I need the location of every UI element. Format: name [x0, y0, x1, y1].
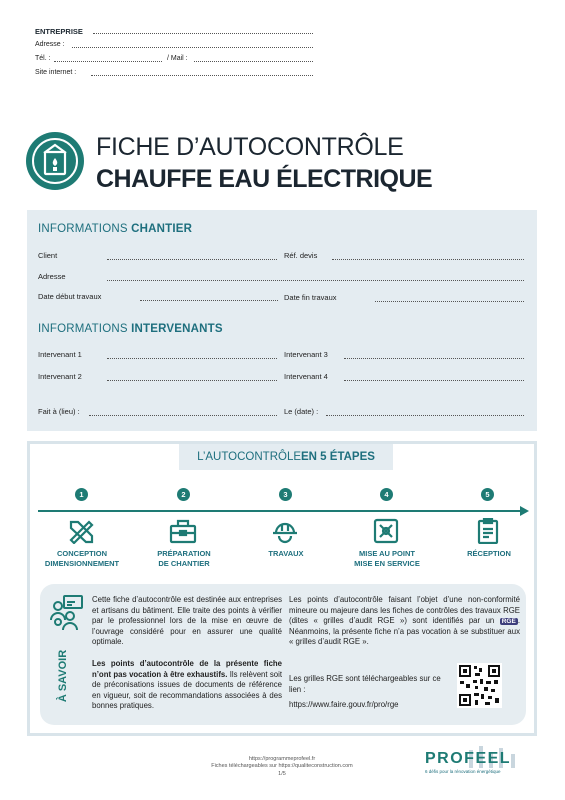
- start-date-field[interactable]: [140, 300, 278, 301]
- footer-url-2[interactable]: Fiches téléchargeables sur https://qualiteconstruction.com: [211, 763, 353, 769]
- date-label: Le (date) :: [284, 407, 319, 416]
- page-number: 1/5: [278, 771, 286, 777]
- a-savoir-panel: [40, 584, 526, 725]
- people-board-icon: [50, 594, 84, 632]
- start-date-label: Date début travaux: [38, 292, 102, 301]
- pencil-ruler-icon: [67, 518, 95, 544]
- steps-panel: [27, 441, 537, 736]
- rge-link[interactable]: https://www.faire.gouv.fr/pro/rge: [289, 700, 399, 709]
- qr-code-icon[interactable]: [457, 663, 502, 708]
- step-label-2: PRÉPARATION DE CHANTIER: [157, 549, 211, 568]
- informations-panel: [27, 210, 537, 431]
- client-label: Client: [38, 251, 58, 260]
- intervenant2-label: Intervenant 2: [38, 372, 82, 381]
- step-label-5: RÉCEPTION: [467, 549, 511, 558]
- step-label-4: MISE AU POINT MISE EN SERVICE: [354, 549, 420, 568]
- footer-url-1[interactable]: https://programmeprofeel.fr: [248, 756, 316, 762]
- water-heater-icon: [26, 132, 84, 190]
- savoir-paragraph-1: Cette fiche d’autocontrôle est destinée aux entreprises et artisans du bâtiment. Elle traite des points à vérifier par le professionnel lors de la mise en œuvre de l’ouvrage considéré pour en assurer une qualité optimale.: [92, 595, 282, 647]
- rge-badge: RGE: [501, 618, 516, 626]
- savoir-paragraph-3: Les points d’autocontrôle faisant l’objet d’une non-conformité mineure ou majeure dans les fiches de contrôles des travaux RGE (dites « grilles d’audit RGE ») sont identifiés par un RGE . Néanmoins, la présente fiche n’a pas vocation à se substituer aux « grilles d’audit RGE ».: [289, 595, 520, 647]
- phone-line[interactable]: [54, 61, 162, 62]
- a-savoir-label-wrap: [53, 636, 73, 716]
- intervenant1-label: Intervenant 1: [38, 350, 82, 359]
- intervenants-section-title: INFORMATIONS INTERVENANTS: [38, 323, 223, 335]
- company-label: ENTREPRISE: [35, 27, 83, 36]
- mail-label: / Mail :: [167, 55, 188, 62]
- intervenant3-label: Intervenant 3: [284, 350, 328, 359]
- address-label: Adresse :: [35, 41, 65, 48]
- date-field[interactable]: [326, 415, 524, 416]
- address-site-label: Adresse: [38, 272, 66, 281]
- intervenant4-field[interactable]: [344, 380, 524, 381]
- company-line[interactable]: [93, 33, 313, 34]
- step-number-3: 3: [279, 488, 292, 501]
- a-savoir-label: À SAVOIR: [57, 649, 70, 703]
- step-number-4: 4: [380, 488, 393, 501]
- step-label-3: TRAVAUX: [268, 549, 304, 558]
- website-line[interactable]: [91, 75, 313, 76]
- timeline-line: [38, 510, 523, 512]
- mail-line[interactable]: [194, 61, 313, 62]
- helmet-icon: [271, 518, 299, 544]
- profeel-logo: [423, 744, 535, 778]
- savoir-paragraph-2: Les points d’autocontrôle de la présente fiche n’ont pas vocation à être exhaustifs. Ils relèvent soit de préconisations issues de documents de référence en vigueur, soit de recommandations associées à des bonnes pratiques.: [92, 659, 282, 711]
- timeline-arrowhead-icon: [520, 506, 529, 516]
- intervenant3-field[interactable]: [344, 358, 524, 359]
- address-line[interactable]: [72, 47, 313, 48]
- steps-banner: L’AUTOCONTRÔLE EN 5 ÉTAPES: [179, 444, 393, 470]
- page-title-line1: FICHE D’AUTOCONTRÔLE: [96, 133, 404, 161]
- chantier-section-title: INFORMATIONS CHANTIER: [38, 223, 193, 235]
- intervenant4-label: Intervenant 4: [284, 372, 328, 381]
- website-label: Site internet :: [35, 69, 77, 76]
- profeel-tagline: 6 défis pour la rénovation énergétique: [425, 769, 501, 774]
- end-date-label: Date fin travaux: [284, 293, 337, 302]
- step-number-1: 1: [75, 488, 88, 501]
- ref-devis-label: Réf. devis: [284, 251, 318, 260]
- address-site-field[interactable]: [107, 280, 524, 281]
- place-label: Fait à (lieu) :: [38, 407, 80, 416]
- wrench-gear-icon: [372, 518, 400, 544]
- client-field[interactable]: [107, 259, 277, 260]
- intervenant2-field[interactable]: [107, 380, 277, 381]
- savoir-paragraph-4: Les grilles RGE sont téléchargeables sur ce lien :: [289, 674, 441, 694]
- step-number-5: 5: [481, 488, 494, 501]
- step-number-2: 2: [177, 488, 190, 501]
- end-date-field[interactable]: [375, 301, 524, 302]
- phone-label: Tél. :: [35, 55, 51, 62]
- clipboard-check-icon: [474, 518, 502, 544]
- step-label-1: CONCEPTION DIMENSIONNEMENT: [44, 549, 120, 568]
- profeel-logo-text: PROFEEL: [425, 750, 512, 767]
- place-field[interactable]: [89, 415, 277, 416]
- ref-devis-field[interactable]: [332, 259, 524, 260]
- toolbox-icon: [169, 518, 197, 544]
- page-title-line2: CHAUFFE EAU ÉLECTRIQUE: [96, 165, 433, 193]
- intervenant1-field[interactable]: [107, 358, 277, 359]
